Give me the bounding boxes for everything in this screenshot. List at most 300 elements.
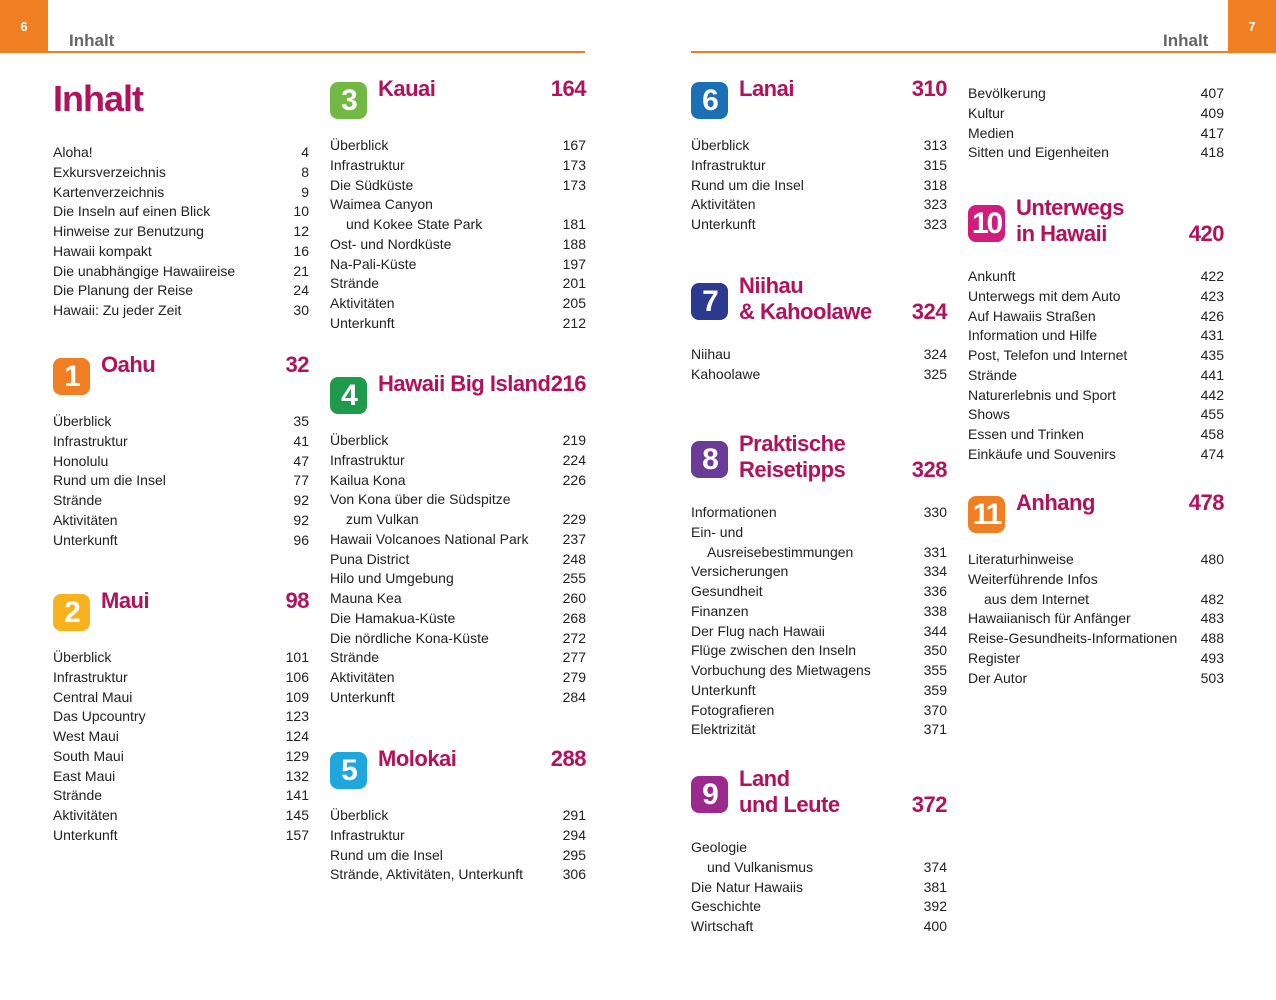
toc-entry[interactable] xyxy=(53,452,309,472)
toc-entry[interactable] xyxy=(691,562,947,582)
toc-entry-title: Strände xyxy=(330,649,380,666)
toc-entry-title: South Maui xyxy=(53,747,124,764)
toc-entry-page: 488 xyxy=(1200,630,1224,646)
toc-entry[interactable] xyxy=(968,104,1224,124)
toc-entry[interactable] xyxy=(968,590,1224,610)
toc-entry-title: Der Autor xyxy=(968,669,1028,686)
toc-entry-page: 219 xyxy=(562,432,586,448)
toc-column-4 xyxy=(968,0,1224,1000)
toc-entry[interactable] xyxy=(53,707,309,727)
toc-entry-title: Strände xyxy=(330,275,380,292)
toc-entry-page: 482 xyxy=(1200,590,1224,607)
chapter-number-badge: 7 xyxy=(691,283,728,320)
toc-entry[interactable] xyxy=(968,649,1224,669)
toc-entry-page: 407 xyxy=(1200,85,1224,101)
toc-entry-page: 294 xyxy=(562,826,586,843)
toc-entry-page: 318 xyxy=(923,176,947,193)
toc-entry[interactable] xyxy=(968,425,1224,445)
chapter-entries xyxy=(330,806,586,885)
toc-entry-title: Der Flug nach Hawaii xyxy=(691,622,825,639)
toc-entry-title: Überblick xyxy=(53,413,112,429)
chapter-number-badge: 10 xyxy=(968,205,1005,242)
toc-entry-page: 336 xyxy=(923,583,947,599)
toc-entry[interactable] xyxy=(330,806,586,826)
chapter-11 xyxy=(968,490,1224,688)
chapter-9-continued xyxy=(968,84,1224,163)
toc-entry-page: 212 xyxy=(562,314,586,331)
toc-entry[interactable] xyxy=(968,143,1224,163)
toc-entry-title: Wirtschaft xyxy=(691,918,754,934)
toc-entry-title: Geschichte xyxy=(691,898,762,915)
toc-entry[interactable] xyxy=(968,629,1224,649)
toc-entry[interactable] xyxy=(53,767,309,787)
chapter-title-line-1: Praktische xyxy=(739,431,846,456)
toc-entry[interactable] xyxy=(330,471,586,491)
toc-entry[interactable] xyxy=(330,530,586,550)
toc-entry[interactable] xyxy=(968,267,1224,287)
toc-entry[interactable] xyxy=(330,629,586,649)
toc-entry-title: Infrastruktur xyxy=(53,432,128,449)
toc-entry-page: 255 xyxy=(562,570,586,587)
toc-entry[interactable] xyxy=(53,531,309,551)
chapter-number-badge: 3 xyxy=(330,82,367,119)
toc-entry[interactable] xyxy=(53,281,309,301)
toc-entry-page: 77 xyxy=(293,472,309,489)
toc-entry-page: 331 xyxy=(923,543,947,560)
toc-entry-page: 370 xyxy=(923,701,947,718)
toc-entry-page: 30 xyxy=(293,302,309,318)
chapter-title-line-1: Hawaii Big Island xyxy=(378,371,551,396)
chapter-page: 324 xyxy=(911,299,947,324)
toc-entry-title: Kahoolawe xyxy=(691,365,761,382)
toc-entry[interactable] xyxy=(330,569,586,589)
chapter-entries xyxy=(53,648,309,846)
toc-entry-page: 334 xyxy=(923,563,947,580)
chapter-7 xyxy=(691,273,947,385)
toc-entry[interactable] xyxy=(53,471,309,491)
toc-entry-title: Aktivitäten xyxy=(330,295,395,311)
toc-entry-page: 123 xyxy=(285,708,309,725)
toc-entry-page: 132 xyxy=(285,767,309,784)
toc-entry[interactable] xyxy=(691,345,947,365)
toc-entry-page: 96 xyxy=(293,531,309,548)
toc-entry[interactable] xyxy=(691,365,947,385)
toc-entry-title: Flüge zwischen den Inseln xyxy=(691,642,856,659)
toc-entry[interactable] xyxy=(53,806,309,826)
chapter-title-line-1: Kauai xyxy=(378,76,436,101)
toc-entry-title: Unterkunft xyxy=(53,826,118,843)
toc-entry-title: Aktivitäten xyxy=(53,807,118,823)
toc-entry[interactable] xyxy=(691,523,947,543)
toc-entry-title: Infrastruktur xyxy=(330,156,405,173)
toc-entry[interactable] xyxy=(330,431,586,451)
toc-entry[interactable] xyxy=(330,156,586,176)
toc-entry[interactable] xyxy=(53,688,309,708)
chapter-number-badge: 9 xyxy=(691,776,728,813)
toc-entry-page: 21 xyxy=(293,262,309,279)
toc-entry-title: Essen und Trinken xyxy=(968,426,1084,442)
toc-entry[interactable] xyxy=(330,294,586,314)
toc-entry-title: Unterkunft xyxy=(691,216,756,232)
toc-entry[interactable] xyxy=(968,405,1224,425)
toc-entry[interactable] xyxy=(968,386,1224,406)
toc-entry-title: und Kokee State Park xyxy=(346,216,483,232)
chapter-title xyxy=(1016,195,1124,247)
toc-entry[interactable] xyxy=(691,602,947,622)
chapter-page: 420 xyxy=(1188,221,1224,246)
toc-entry-title: Hawaii kompakt xyxy=(53,242,152,259)
toc-entry-page: 371 xyxy=(923,721,947,738)
toc-entry-page: 106 xyxy=(285,668,309,685)
chapter-title-line-2: und Leute xyxy=(739,792,840,817)
toc-entry-title: Strände xyxy=(53,787,103,804)
toc-entry[interactable] xyxy=(968,570,1224,590)
toc-entry-title: Reise-Gesundheits-Informationen xyxy=(968,630,1178,646)
toc-entry-title: Kultur xyxy=(968,104,1005,121)
toc-entry[interactable] xyxy=(968,445,1224,465)
toc-entry[interactable] xyxy=(691,641,947,661)
toc-entry[interactable] xyxy=(53,143,309,163)
toc-entry-page: 417 xyxy=(1200,124,1224,141)
toc-entry[interactable] xyxy=(53,412,309,432)
toc-entry-page: 173 xyxy=(562,176,586,193)
toc-entry[interactable] xyxy=(330,648,586,668)
toc-entry-title: Literaturhinweise xyxy=(968,551,1074,567)
toc-entry-page: 157 xyxy=(285,826,309,843)
toc-entry[interactable] xyxy=(53,432,309,452)
chapter-title-line-1: Land xyxy=(739,766,790,791)
toc-entry-page: 374 xyxy=(923,858,947,875)
chapter-title xyxy=(378,746,456,772)
toc-entry[interactable] xyxy=(968,287,1224,307)
toc-entry-page: 344 xyxy=(923,622,947,639)
toc-entry[interactable] xyxy=(691,195,947,215)
toc-entry[interactable] xyxy=(968,550,1224,570)
chapter-title-line-2: & Kahoolawe xyxy=(739,299,872,324)
chapter-page: 164 xyxy=(550,76,586,101)
toc-entry-page: 226 xyxy=(562,471,586,488)
chapter-title xyxy=(1016,490,1095,516)
toc-entry[interactable] xyxy=(330,176,586,196)
toc-entry-page: 306 xyxy=(562,866,586,883)
toc-entry[interactable] xyxy=(968,346,1224,366)
toc-entry-page: 291 xyxy=(562,807,586,823)
chapter-page: 216 xyxy=(550,371,586,396)
chapter-entries xyxy=(691,136,947,235)
toc-entry[interactable] xyxy=(53,242,309,262)
chapter-title-line-1: Maui xyxy=(101,588,150,613)
toc-entry-title: Waimea Canyon xyxy=(330,196,433,213)
toc-entry-title: aus dem Internet xyxy=(984,590,1090,607)
toc-entry[interactable] xyxy=(691,878,947,898)
chapter-header[interactable] xyxy=(53,588,309,648)
chapter-title xyxy=(101,352,155,378)
toc-entry[interactable] xyxy=(330,589,586,609)
toc-entry[interactable] xyxy=(53,648,309,668)
chapter-number-badge: 5 xyxy=(330,752,367,789)
chapter-number-badge: 2 xyxy=(53,594,90,631)
toc-entry[interactable] xyxy=(691,897,947,917)
toc-entry-page: 47 xyxy=(293,452,309,469)
toc-entry[interactable] xyxy=(330,451,586,471)
toc-entry[interactable] xyxy=(330,235,586,255)
toc-entry-page: 229 xyxy=(562,511,586,527)
toc-entry[interactable] xyxy=(53,491,309,511)
toc-entry[interactable] xyxy=(330,255,586,275)
chapter-page: 310 xyxy=(911,76,947,101)
toc-entry-page: 409 xyxy=(1200,104,1224,121)
chapter-header[interactable] xyxy=(330,76,586,136)
toc-entry-title: Versicherungen xyxy=(691,563,789,580)
toc-entry-page: 325 xyxy=(923,365,947,382)
toc-entry-title: Vorbuchung des Mietwagens xyxy=(691,662,871,678)
toc-entry-title: Rund um die Insel xyxy=(691,176,804,193)
toc-entry[interactable] xyxy=(968,366,1224,386)
toc-entry-title: Einkäufe und Souvenirs xyxy=(968,445,1116,462)
chapter-entries xyxy=(968,550,1224,688)
toc-entry-title: Aktivitäten xyxy=(53,511,118,528)
toc-entry-page: 480 xyxy=(1200,551,1224,567)
toc-entry-title: Hawaii: Zu jeder Zeit xyxy=(53,302,182,318)
toc-column-1 xyxy=(53,0,309,1000)
toc-entry-page: 284 xyxy=(562,688,586,705)
chapter-number-badge: 4 xyxy=(330,377,367,414)
toc-entry-page: 474 xyxy=(1200,445,1224,462)
toc-entry[interactable] xyxy=(330,510,586,530)
toc-entry[interactable] xyxy=(330,215,586,235)
toc-entry-title: Bevölkerung xyxy=(968,85,1046,101)
toc-entry-title: Fotografieren xyxy=(691,701,775,718)
toc-entry[interactable] xyxy=(691,661,947,681)
toc-entry[interactable] xyxy=(330,314,586,334)
toc-entry-page: 248 xyxy=(562,550,586,567)
toc-entry-page: 338 xyxy=(923,602,947,619)
toc-entry-title: Post, Telefon und Internet xyxy=(968,347,1128,363)
toc-entry[interactable] xyxy=(968,609,1224,629)
toc-entry-title: Mauna Kea xyxy=(330,590,402,606)
toc-entry-title: Central Maui xyxy=(53,688,133,705)
toc-entry-page: 426 xyxy=(1200,307,1224,324)
toc-entry[interactable] xyxy=(53,262,309,282)
toc-entry-title: Kartenverzeichnis xyxy=(53,183,165,200)
intro-list xyxy=(53,143,309,321)
toc-entry-title: Hawaiianisch für Anfänger xyxy=(968,610,1131,627)
chapter-entries xyxy=(330,136,586,334)
toc-entry[interactable] xyxy=(691,720,947,740)
toc-entry[interactable] xyxy=(330,609,586,629)
toc-entry[interactable] xyxy=(968,326,1224,346)
toc-entry[interactable] xyxy=(691,622,947,642)
toc-entry-page: 418 xyxy=(1200,144,1224,161)
toc-entry[interactable] xyxy=(53,786,309,806)
toc-entry[interactable] xyxy=(330,865,586,885)
chapter-title xyxy=(739,431,845,483)
toc-entry[interactable] xyxy=(330,136,586,156)
toc-entry[interactable] xyxy=(53,668,309,688)
toc-entry-page: 315 xyxy=(923,156,947,173)
chapter-title-line-1: Unterwegs xyxy=(1016,195,1124,220)
toc-entry[interactable] xyxy=(330,195,586,215)
toc-entry-title: Ein- und xyxy=(691,523,744,540)
toc-entry[interactable] xyxy=(53,511,309,531)
toc-entry-title: Elektrizität xyxy=(691,721,756,738)
toc-entry-title: Die Südküste xyxy=(330,176,414,193)
toc-entry-title: Exkursverzeichnis xyxy=(53,163,166,180)
toc-entry-title: Infrastruktur xyxy=(330,451,405,468)
toc-entry-page: 145 xyxy=(285,807,309,823)
chapter-header[interactable] xyxy=(53,352,309,412)
chapter-header[interactable] xyxy=(691,766,947,838)
toc-entry-page: 224 xyxy=(562,451,586,468)
chapter-2 xyxy=(53,588,309,846)
toc-entry-title: Naturerlebnis und Sport xyxy=(968,386,1116,403)
chapter-header[interactable] xyxy=(968,195,1224,267)
toc-entry-page: 92 xyxy=(293,492,309,508)
toc-entry-page: 458 xyxy=(1200,426,1224,442)
toc-entry[interactable] xyxy=(691,582,947,602)
toc-entry[interactable] xyxy=(968,124,1224,144)
toc-entry[interactable] xyxy=(691,503,947,523)
toc-entry-page: 324 xyxy=(923,346,947,362)
toc-entry-title: East Maui xyxy=(53,767,116,784)
toc-entry-title: Hawaii Volcanoes National Park xyxy=(330,530,529,547)
toc-entry-page: 173 xyxy=(562,156,586,173)
toc-entry-page: 350 xyxy=(923,642,947,659)
toc-entry-title: Puna District xyxy=(330,550,410,567)
toc-entry-title: Information und Hilfe xyxy=(968,327,1098,344)
toc-entry[interactable] xyxy=(53,163,309,183)
toc-entry[interactable] xyxy=(691,215,947,235)
left-running-head: Inhalt xyxy=(69,31,115,50)
toc-entry[interactable] xyxy=(330,688,586,708)
toc-entry[interactable] xyxy=(691,136,947,156)
chapter-header[interactable] xyxy=(330,746,586,806)
chapter-header[interactable] xyxy=(691,431,947,503)
toc-entry-title: Aloha! xyxy=(53,144,93,160)
toc-entry[interactable] xyxy=(968,307,1224,327)
chapter-number-badge: 1 xyxy=(53,358,90,395)
toc-entry[interactable] xyxy=(691,543,947,563)
chapter-header[interactable] xyxy=(330,371,586,431)
toc-entry[interactable] xyxy=(53,222,309,242)
toc-entry-title: Die Natur Hawaiis xyxy=(691,878,804,895)
chapter-header[interactable] xyxy=(968,490,1224,550)
chapter-6 xyxy=(691,76,947,235)
toc-entry[interactable] xyxy=(330,846,586,866)
toc-entry-title: Strände xyxy=(53,492,103,508)
toc-entry[interactable] xyxy=(691,681,947,701)
toc-entry-title: Unterkunft xyxy=(691,681,756,698)
toc-entry[interactable] xyxy=(691,838,947,858)
toc-entry-page: 12 xyxy=(293,223,309,239)
toc-entry-title: und Vulkanismus xyxy=(707,858,814,875)
toc-entry[interactable] xyxy=(330,274,586,294)
toc-entry[interactable] xyxy=(53,301,309,321)
toc-entry-title: Strände, Aktivitäten, Unterkunft xyxy=(330,866,523,883)
chapter-page: 478 xyxy=(1188,490,1224,515)
toc-entry-page: 268 xyxy=(562,609,586,626)
toc-entry[interactable] xyxy=(53,826,309,846)
toc-entry[interactable] xyxy=(691,176,947,196)
toc-entry-title: Gesundheit xyxy=(691,583,763,599)
toc-entry-page: 392 xyxy=(923,898,947,915)
toc-entry[interactable] xyxy=(53,202,309,222)
chapter-title-line-2: in Hawaii xyxy=(1016,221,1107,246)
toc-entry[interactable] xyxy=(330,490,586,510)
toc-entry-page: 41 xyxy=(293,432,309,449)
toc-entry-title: Weiterführende Infos xyxy=(968,570,1098,587)
toc-entry-page: 272 xyxy=(562,629,586,646)
toc-entry-title: Honolulu xyxy=(53,452,109,469)
chapter-header[interactable] xyxy=(691,273,947,345)
chapter-8 xyxy=(691,431,947,740)
toc-entry-page: 9 xyxy=(301,183,309,200)
chapter-title xyxy=(101,588,149,614)
toc-entry[interactable] xyxy=(53,727,309,747)
toc-entry-title: Hilo und Umgebung xyxy=(330,570,454,587)
toc-entry-page: 237 xyxy=(562,530,586,547)
chapter-number-badge: 6 xyxy=(691,82,728,119)
toc-entry-title: Die unabhängige Hawaiireise xyxy=(53,262,236,279)
toc-entry-page: 295 xyxy=(562,846,586,863)
chapter-title-line-1: Molokai xyxy=(378,746,457,771)
toc-entry[interactable] xyxy=(968,84,1224,104)
toc-entry-page: 323 xyxy=(923,216,947,232)
toc-entry-page: 188 xyxy=(562,235,586,252)
toc-entry[interactable] xyxy=(691,858,947,878)
toc-entry[interactable] xyxy=(330,550,586,570)
toc-entry-page: 483 xyxy=(1200,610,1224,627)
toc-entry-page: 24 xyxy=(293,282,309,299)
toc-entry[interactable] xyxy=(53,183,309,203)
toc-entry[interactable] xyxy=(330,668,586,688)
toc-entry-page: 400 xyxy=(923,918,947,934)
toc-entry-page: 260 xyxy=(562,590,586,606)
toc-entry[interactable] xyxy=(53,747,309,767)
toc-entry-title: zum Vulkan xyxy=(346,511,419,527)
toc-entry[interactable] xyxy=(330,826,586,846)
chapter-10 xyxy=(968,195,1224,465)
toc-entry-page: 205 xyxy=(562,295,586,311)
toc-entry-page: 323 xyxy=(923,196,947,213)
toc-entry[interactable] xyxy=(691,917,947,937)
toc-entry-title: Unterwegs mit dem Auto xyxy=(968,287,1121,304)
toc-entry-title: Medien xyxy=(968,124,1014,141)
toc-column-3 xyxy=(691,0,947,1000)
chapter-title-line-1: Lanai xyxy=(739,76,794,101)
toc-entry-title: Infrastruktur xyxy=(53,668,128,685)
chapter-9 xyxy=(691,766,947,937)
toc-entry-page: 16 xyxy=(293,242,309,259)
toc-entry-page: 141 xyxy=(285,787,309,804)
toc-entry-page: 10 xyxy=(293,203,309,220)
toc-entry-page: 441 xyxy=(1200,366,1224,383)
chapter-header[interactable] xyxy=(691,76,947,136)
toc-entry[interactable] xyxy=(691,701,947,721)
toc-entry-title: Die nördliche Kona-Küste xyxy=(330,629,489,646)
toc-entry-title: Ausreisebestimmungen xyxy=(707,543,854,560)
toc-entry[interactable] xyxy=(691,156,947,176)
toc-entry-title: Aktivitäten xyxy=(691,196,756,213)
toc-entry-page: 129 xyxy=(285,747,309,764)
toc-entry-title: Aktivitäten xyxy=(330,669,395,685)
right-page-number: 7 xyxy=(1228,0,1276,53)
toc-entry-title: Ost- und Nordküste xyxy=(330,235,452,252)
toc-entry-title: Finanzen xyxy=(691,602,749,619)
toc-entry-title: Unterkunft xyxy=(330,688,395,705)
toc-entry[interactable] xyxy=(968,669,1224,689)
chapter-entries xyxy=(691,503,947,740)
